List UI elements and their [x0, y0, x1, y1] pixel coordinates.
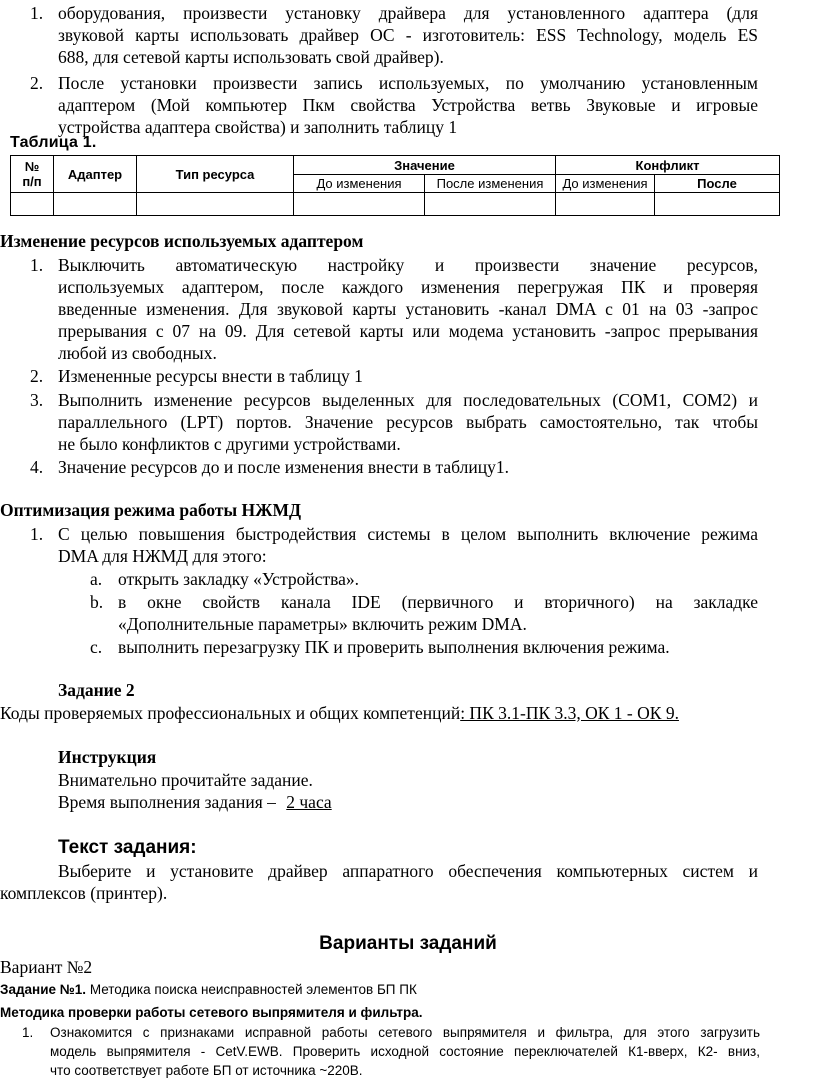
list-item-line: оборудования, произвести установку драйвера для установленного адаптера (для [58, 3, 758, 23]
header-text: № [24, 159, 40, 174]
table-cell [425, 193, 556, 216]
task-text-heading: Текст задания: [58, 837, 197, 858]
competencies-label: Коды проверяемых профессиональных и общих компетенций [0, 703, 461, 723]
task-title: Методика поиска неисправностей элементов БП ПК [86, 982, 417, 997]
variants-heading: Варианты заданий [319, 933, 497, 954]
competencies-value: : ПК 3.1-ПК 3.3, ОК 1 - ОК 9. [460, 703, 679, 723]
list-item-line: устройства адаптера свойства) и заполнить таблицу 1 [58, 117, 458, 137]
list-number: 4. [30, 457, 44, 477]
list-item-line: в окне свойств канала IDE (первичного и вторичного) на закладке [118, 592, 758, 612]
time-line [58, 791, 332, 814]
variant-number: Вариант №2 [0, 957, 93, 977]
list-item-line: что соответствует работе БП от источника ~220В. [50, 1063, 363, 1078]
list-number: 1. [22, 1025, 34, 1040]
table-cell [556, 193, 655, 216]
list-item-line: «Дополнительные параметры» включить режим DMA. [118, 614, 527, 634]
instruction-line: Внимательно прочитайте задание. [58, 770, 313, 790]
list-item-line: Измененные ресурсы внести в таблицу 1 [58, 366, 363, 386]
list-number: 3. [30, 390, 44, 410]
list-number: 1. [30, 255, 44, 275]
list-item-line: модель выпрямителя - CetV.EWB. Проверить исходной состояние переключателей К1-вверх, К2- вниз, [50, 1044, 760, 1059]
list-letter: b. [90, 592, 104, 612]
task-text-line: комплексов (принтер). [0, 883, 168, 903]
list-item-line: С целью повышения быстродействия системы в целом выполнить включение режима [58, 524, 758, 544]
list-letter: c. [90, 637, 103, 657]
section-heading: Оптимизация режима работы НЖМД [0, 500, 301, 520]
table-header-num [11, 156, 54, 193]
list-number: 2. [30, 366, 44, 386]
table-cell [655, 193, 780, 216]
task-title-line [0, 978, 417, 1001]
section-heading: Изменение ресурсов используемых адаптером [0, 231, 364, 251]
competencies-line [0, 702, 679, 725]
list-item-line: любой из свободных. [58, 343, 217, 363]
table-header-after: После [655, 175, 780, 193]
table-header-conflict: Конфликт [556, 156, 780, 175]
resource-table [10, 155, 780, 216]
list-item-line: звуковой карты использовать драйвер ОС - изготовитель: ESS Technology, модель ES [58, 25, 758, 45]
list-item-line: Выключить автоматическую настройку и произвести значение ресурсов, [58, 255, 758, 275]
list-item-line: прерывания с 07 на 09. Для сетевой карты или модема установить -запрос прерывания [58, 321, 758, 341]
list-item-line: DMA для НЖМД для этого: [58, 546, 267, 566]
list-letter: a. [90, 569, 103, 589]
table-caption: Таблица 1. [10, 134, 97, 151]
list-item-line: не было конфликтов с другими устройствами. [58, 434, 401, 454]
list-item-line: адаптером (Мой компьютер Пкм свойства Устройства ветвь Звуковые и игровые [58, 95, 758, 115]
table-header-after: После изменения [425, 175, 556, 193]
list-item-line: 688, для сетевой карты использовать свой драйвер). [58, 47, 444, 67]
list-item-line: выполнить перезагрузку ПК и проверить выполнения включения режима. [118, 637, 670, 657]
list-item-line: открыть закладку «Устройства». [118, 569, 360, 589]
header-text: п/п [22, 174, 42, 189]
list-number: 2. [30, 73, 44, 93]
list-number: 1. [30, 524, 44, 544]
list-item-line: После установки произвести запись используемых, по умолчанию установленным [58, 73, 758, 93]
list-item-line: Значение ресурсов до и после изменения внести в таблицу1. [58, 457, 509, 477]
task-heading: Задание 2 [58, 680, 135, 700]
table-cell [294, 193, 425, 216]
table-header-adapter: Адаптер [54, 156, 137, 193]
instruction-heading: Инструкция [58, 747, 157, 767]
table-header-value: Значение [294, 156, 556, 175]
list-item-line: Ознакомится с признаками исправной работы сетевого выпрямителя и фильтра, для этого загрузить [50, 1025, 760, 1040]
table-header-before: До изменения [556, 175, 655, 193]
time-label: Время выполнения задания – [58, 792, 276, 812]
table-header-before: До изменения [294, 175, 425, 193]
table-header-resource-type: Тип ресурса [137, 156, 294, 193]
list-item-line: Выполнить изменение ресурсов выделенных для последовательных (COM1, COM2) и [58, 390, 758, 410]
list-item-line: параллельного (LPT) портов. Значение ресурсов выбрать самостоятельно, так чтобы [58, 412, 758, 432]
time-value: 2 часа [286, 792, 332, 812]
table-cell [137, 193, 294, 216]
table-cell [11, 193, 54, 216]
task-text-line: Выберите и установите драйвер аппаратного обеспечения компьютерных систем и [58, 861, 758, 881]
task-label: Задание №1. [0, 982, 87, 997]
list-number: 1. [30, 3, 44, 23]
list-item-line: используемых адаптером, после каждого изменения перегружая ПК и проверяя [58, 277, 758, 297]
table-cell [54, 193, 137, 216]
method-heading: Методика проверки работы сетевого выпрямителя и фильтра. [0, 1005, 423, 1020]
list-item-line: введенные изменения. Для звуковой карты установить -канал DMA с 01 на 03 -запрос [58, 299, 758, 319]
